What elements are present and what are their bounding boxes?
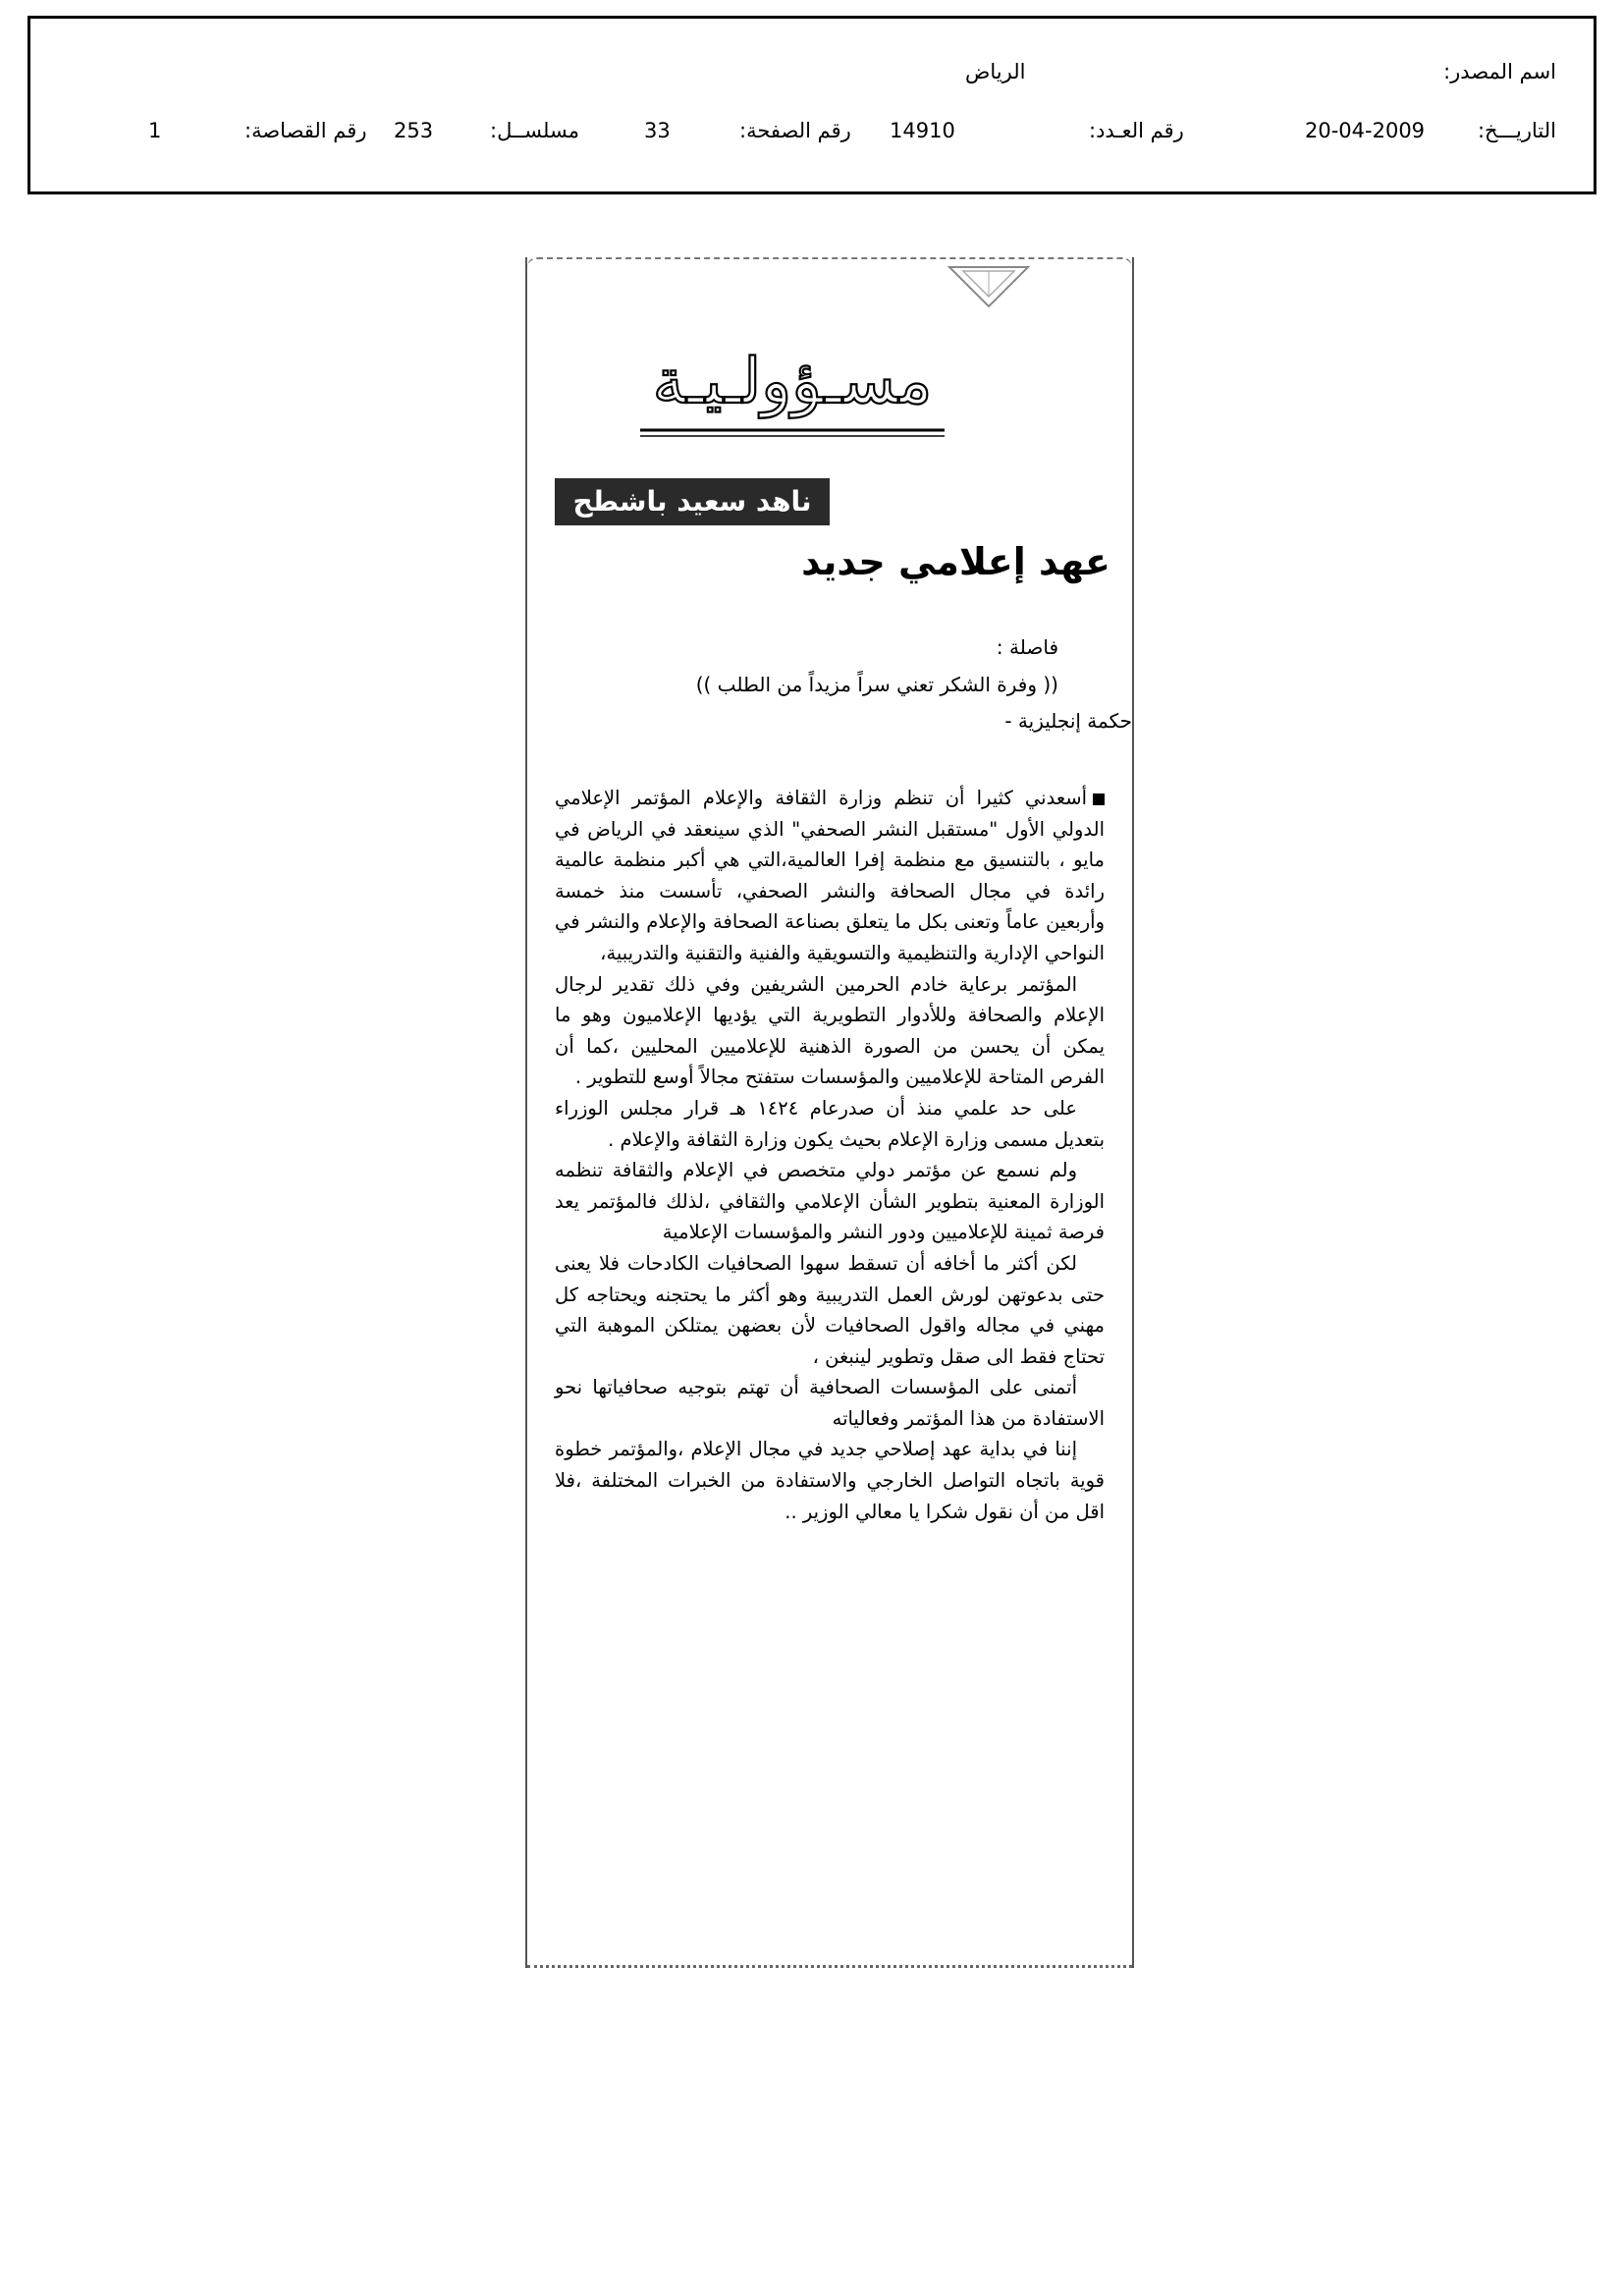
page-value: 33 bbox=[644, 119, 671, 142]
clipping-bottom-border bbox=[527, 1955, 1132, 1968]
paragraph-6: أتمنى على المؤسسات الصحافية أن تهتم بتوجيه صحافياتها نحو الاستفادة من هذا المؤتمر وفعالياته bbox=[555, 1376, 1105, 1430]
paragraph-3: على حد علمي منذ أن صدرعام ١٤٢٤ هـ قرار مجلس الوزراء بتعديل مسمى وزارة الإعلام بحيث يكون وزارة الثقافة والإعلام . bbox=[555, 1096, 1105, 1151]
clip-number-label: رقم القصاصة: bbox=[244, 119, 367, 142]
paragraph-2: المؤتمر برعاية خادم الحرمين الشريفين وفي ذلك تقدير لرجال الإعلام والصحافة وللأدوار التطويرية التي يؤديها الإعلاميون وهو ما يمكن أن يحسن من الصورة الذهنية للإعلاميين المحليين ،كما أن الفرص المتاحة للإعلاميين والمؤسسات ستفتح مجالاً أوسع للتطوير . bbox=[555, 972, 1105, 1089]
fasila-label: فاصلة : bbox=[996, 635, 1058, 659]
serial-value: 253 bbox=[394, 119, 434, 142]
serial-label: مسلســل: bbox=[490, 119, 579, 142]
paragraph-5: لكن أكثر ما أخافه أن تسقط سهوا الصحافيات الكادحات فلا يعنى حتى بدعوتهن لورش العمل التدريبية وهو أكثر ما يحتجنه ويحتاجه كل مهني في مجاله واقول الصحافيات لأن بعضهن يمتلكن الموهبة التي تحتاج فقط الى صقل وتطوير لينبغن ، bbox=[555, 1251, 1105, 1368]
header-box bbox=[27, 16, 1596, 194]
quote-source: حكمة إنجليزية - bbox=[1004, 709, 1132, 733]
page-label: رقم الصفحة: bbox=[739, 119, 851, 142]
quote-text: (( وفرة الشكر تعني سراً مزيداً من الطلب )) bbox=[695, 673, 1058, 696]
date-value: 20-04-2009 bbox=[1305, 119, 1426, 142]
issue-value: 14910 bbox=[890, 119, 955, 142]
article-title: عهد إعلامي جديد bbox=[801, 540, 1110, 583]
paragraph-4: ولم نسمع عن مؤتمر دولي متخصص في الإعلام والثقافة تنظمه الوزارة المعنية بتطوير الشأن الإعلامي والثقافي ،لذلك فالمؤتمر يعد فرصة ثمينة للإعلاميين ودور النشر والمؤسسات الإعلامية bbox=[555, 1159, 1105, 1244]
ornament-icon bbox=[940, 263, 1038, 310]
issue-label: رقم العـدد: bbox=[1089, 119, 1184, 142]
article-body bbox=[555, 783, 1105, 1527]
column-name-text: مسـؤولـيـة bbox=[652, 346, 933, 418]
newspaper-clipping bbox=[525, 257, 1134, 1968]
author-band: ناهد سعيد باشطح bbox=[555, 478, 830, 525]
paragraph-1: أسعدني كثيرا أن تنظم وزارة الثقافة والإعلام المؤتمر الإعلامي الدولي الأول "مستقبل النشر الصحفي" الذي سينعقد في الرياض في مايو ، بالتنسيق مع منظمة إفرا العالمية،التي هي أكبر منظمة عالمية رائدة في مجال الصحافة والنشر الصحفي، تأسست منذ خمسة وأربعين عاماً وتعنى بكل ما يتعلق بصناعة الصحافة والإعلام والنشر في النواحي الإدارية والتنظيمية والتسويقية والفنية والتقنية والتدريبية، bbox=[555, 787, 1105, 964]
paragraph-7: إننا في بداية عهد إصلاحي جديد في مجال الإعلام ،والمؤتمر خطوة قوية باتجاه التواصل الخارجي والاستفادة من الخبرات المختلفة ،فلا اقل من أن نقول شكرا يا معالي الوزير .. bbox=[555, 1438, 1105, 1523]
clip-number-value: 1 bbox=[148, 119, 162, 142]
source-label: اسم المصدر: bbox=[1443, 60, 1556, 83]
date-label: التاريـــخ: bbox=[1477, 119, 1556, 142]
clipping-top-border bbox=[527, 257, 1132, 267]
bullet-icon bbox=[1093, 793, 1105, 805]
source-value: الرياض bbox=[965, 60, 1026, 83]
column-name-logo bbox=[596, 326, 989, 444]
